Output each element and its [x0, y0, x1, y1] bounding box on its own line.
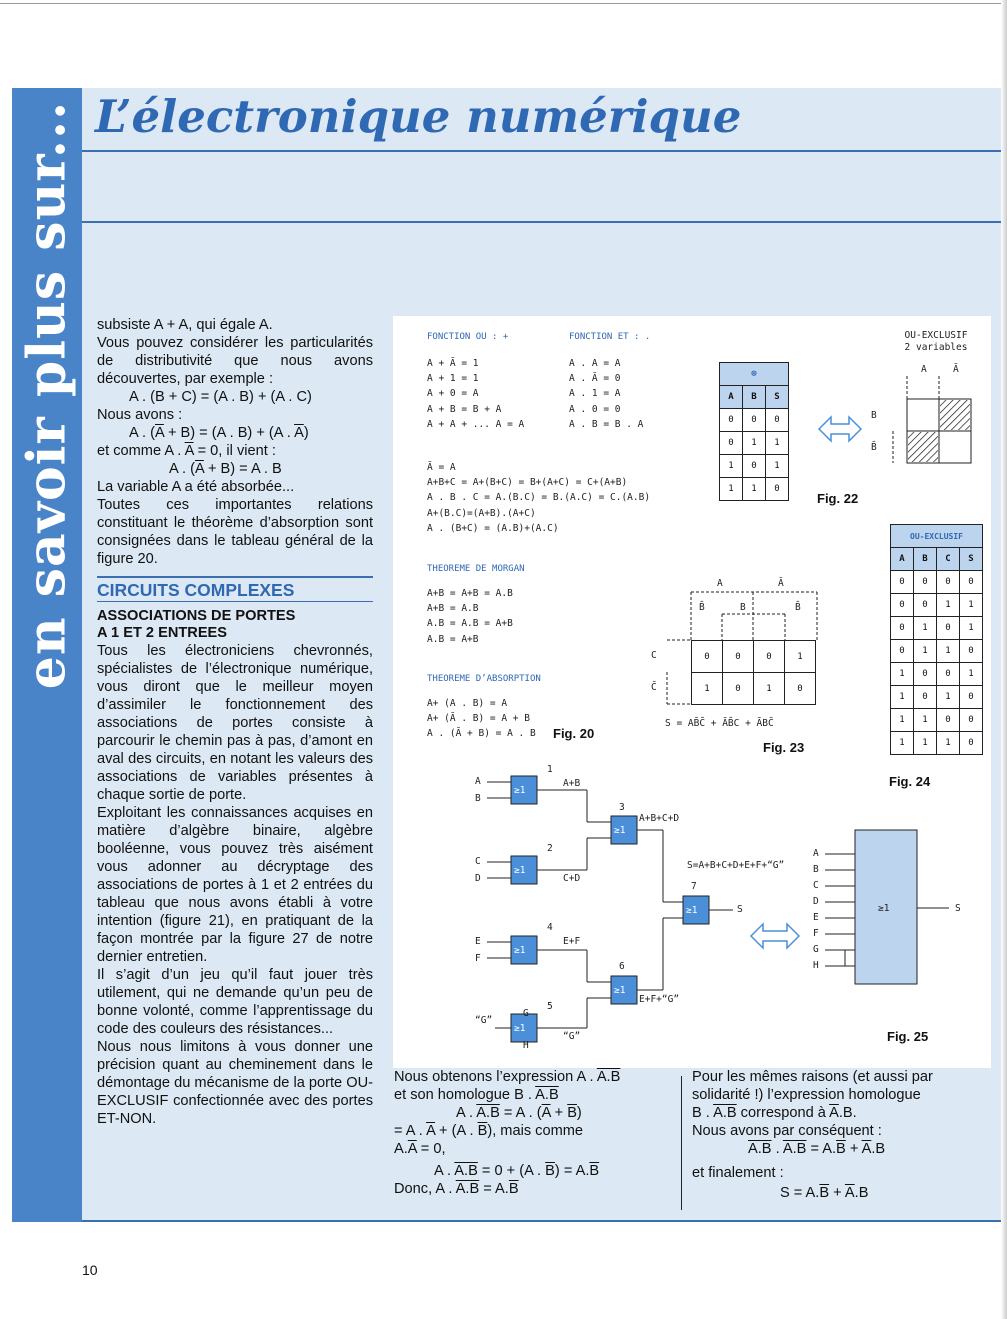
- fig23-guides: [667, 592, 817, 704]
- fig23-row-cbar: C̄: [651, 682, 657, 693]
- double-arrow-icon: [751, 924, 799, 948]
- fig25-in-e: E: [475, 936, 481, 947]
- fig20-absorption-title: THEOREME D’ABSORPTION: [427, 674, 541, 684]
- fig22-row-b: B: [871, 410, 877, 421]
- paragraph: Exploitant les connaissances acquises en matière d’algèbre binaire, algèbre booléenne, vous pouvez très aisément vous adonner au décryptage des associations de portes à 1 et 2 entrées du tableau que nous avons établi à votre intention (figure 21), en pratiquant de la façon montrée par la figure 27 de notre dernier entretien.: [97, 805, 373, 965]
- fig25-out-4: E+F: [563, 936, 581, 947]
- fig25-in-d: D: [475, 873, 481, 884]
- paragraph: Nous avons :: [97, 407, 183, 423]
- page-edge: [1001, 0, 1007, 1319]
- fig20-ou-title: FONCTION OU : +: [427, 332, 509, 342]
- fig25-g-label: G: [523, 1008, 529, 1019]
- fig25-label: Fig. 25: [887, 1029, 929, 1044]
- fig25-gates: [511, 776, 709, 1042]
- paragraph: Tous les électroniciens chevronnés, spécialistes de l’électronique numérique, vous diront que le meilleur moyen d’assimiler le fonctionnement des associations de portes consiste à parcourir le chemin pas à pas, d’amont en aval des circuits, en notant les valeurs des associations de variables présentes à chaque sortie de porte.: [97, 643, 373, 803]
- fig25-out-7: S: [737, 904, 743, 915]
- top-rule: [0, 3, 1007, 4]
- fig24-truth-table: OU-EXCLUSIF A B C S 0 0 0 0 0 0 1 1 0 1 0 1 0 1 1 0 1 0 0 1 1 0 1 0 1 1 0 0 1 1 1 0: [890, 524, 983, 755]
- gate-symbol: ≥1: [514, 1023, 526, 1034]
- gate-symbol: ≥1: [614, 985, 626, 996]
- fig23-col-bbar-1: B̄: [699, 602, 705, 613]
- fig23-col-bbar-2: B̄: [795, 602, 801, 613]
- fig25-out-5: “G”: [563, 1031, 581, 1042]
- fig25-out-1: A+B: [563, 778, 581, 789]
- equation: A . (B + C) = (A . B) + (A . C): [129, 389, 312, 405]
- fig23-col-b: B: [740, 602, 746, 613]
- fig25-in-g: “G”: [475, 1015, 493, 1026]
- fig25-big-in: F: [813, 928, 819, 939]
- fig23-row-c: C: [651, 650, 657, 661]
- figures-panel: [393, 316, 991, 1068]
- fig25-out-2: C+D: [563, 873, 581, 884]
- fig20-misc-lines: Ā = A A+B+C = A+(B+C) = B+(A+C) = C+(A+B) A . B . C = A.(B.C) = B.(A.C) = C.(A.B) A+(B.C)=(A+B).(A+C) A . (B+C) = (A.B)+(A.C): [427, 462, 651, 534]
- side-tab-label: en savoir plus sur...: [16, 100, 78, 690]
- fig23-karnaugh: 0 0 0 1 1 0 1 0: [691, 640, 816, 705]
- fig25-big-in: A: [813, 848, 819, 859]
- fig23-col-a: A: [717, 578, 723, 589]
- fig25-out-3: A+B+C+D: [639, 813, 680, 824]
- page-number: 10: [82, 1262, 98, 1278]
- bottom-column-1: Nous obtenons l’expression A . A.B et son homologue B . A.B A . A.B = A . $(\overline{A} + \overline{B})$ = A . $\overline{A} + (A$ . $\overline{B}$), mais comme $A.\overline{A} = 0$, A . A.B = 0 + (A . $\overline{B}) = A.\overline{B}$ Donc, A . $A.B = A.\overline{B}$: [394, 1069, 621, 1197]
- fig25-sum: S=A+B+C+D+E+F+“G”: [687, 860, 785, 871]
- page-title: L’électronique numérique: [95, 90, 742, 143]
- fig25-big-gate-symbol: ≥1: [878, 903, 890, 914]
- equation: A . $(\overline{A} + B) = (A$ . B) + (A . $\overline{A}$): [129, 425, 309, 441]
- fig20-et-title: FONCTION ET : .: [569, 332, 651, 342]
- fig25-in-b: B: [475, 793, 481, 804]
- fig25-n1: 1: [547, 764, 553, 775]
- fig22-hatch-cell: [940, 400, 970, 430]
- left-column: [97, 316, 373, 1128]
- bottom-rule: [82, 1220, 1004, 1222]
- fig25-n6: 6: [619, 961, 625, 972]
- column-divider: [681, 1076, 682, 1210]
- gate-symbol: ≥1: [514, 785, 526, 796]
- double-arrow-icon: [819, 417, 861, 441]
- fig24-label: Fig. 24: [889, 774, 931, 789]
- paragraph: subsiste A + A, qui égale A.: [97, 317, 273, 333]
- subsection-heading: ASSOCIATIONS DE PORTES A 1 ET 2 ENTREES: [97, 608, 296, 641]
- fig25-big-in: H: [813, 960, 819, 971]
- fig23-col-abar: Ā: [778, 578, 784, 589]
- bottom-column-2: Pour les mêmes raisons (et aussi par solidarité !) l’expression homologue B . A.B correspond à $\overline{A}.B$. Nous avons par conséquent : A.B . $A.B = A.\overline{B} + \overline{A}.B$ et finalement : $S = A.\overline{B} + \overline{A}.B$: [692, 1069, 933, 1201]
- gate-symbol: ≥1: [514, 865, 526, 876]
- fig25-in-a: A: [475, 776, 481, 787]
- figure-drawings: [393, 316, 991, 1068]
- fig25-big-in: D: [813, 896, 819, 907]
- paragraph: Il s’agit d’un jeu qu’il faut jouer très utilement, qui ne demande qu’un peu de bonne volonté, comme l’apprentissage du code des couleurs des résistances...: [97, 967, 373, 1037]
- paragraph: La variable A a été absorbée...: [97, 479, 295, 495]
- fig22-col-abar: Ā: [953, 364, 959, 375]
- fig25-big-in: B: [813, 864, 819, 875]
- fig22-label: Fig. 22: [817, 491, 859, 506]
- paragraph: et comme A . $\overline{A} = 0$, il vient :: [97, 443, 276, 459]
- equation: A . $(\overline{A} + B) = A$ . B: [169, 461, 282, 477]
- fig25-in-c: C: [475, 856, 481, 867]
- fig25-n4: 4: [547, 922, 553, 933]
- fig25-big-in: E: [813, 912, 819, 923]
- fig25-out-6: E+F+“G”: [639, 994, 680, 1005]
- fig20-morgan-title: THEOREME DE MORGAN: [427, 564, 525, 574]
- fig20-ou-lines: A + Ā = 1 A + 1 = 1 A + 0 = A A + B = B + A A + A + ... A = A: [427, 358, 525, 430]
- paragraph: Nous nous limitons à vous donner une précision quant au cheminement dans le démontage du mécanisme de la porte OU-EXCLUSIF confectionnée avec des portes ET-NON.: [97, 1039, 373, 1127]
- fig20-label: Fig. 20: [553, 726, 595, 741]
- fig22-truth-table: ⊕ A B S 0 0 0 0 1 1 1 0 1 1 1 0: [719, 362, 789, 501]
- fig20-et-lines: A . A = A A . Ā = 0 A . 1 = A A . 0 = 0 A . B = B . A: [569, 358, 644, 430]
- gate-symbol: ≥1: [514, 945, 526, 956]
- fig25-n7: 7: [691, 881, 697, 892]
- title-rule: [82, 221, 1004, 223]
- fig25-big-in: C: [813, 880, 819, 891]
- fig22-karnaugh-title: OU-EXCLUSIF 2 variables: [904, 330, 968, 353]
- gate-symbol: ≥1: [686, 905, 698, 916]
- section-heading: CIRCUITS COMPLEXES: [97, 576, 373, 602]
- fig25-big-in: G: [813, 944, 819, 955]
- fig20-morgan-lines: A+B = A+B = A.B A+B = A.B A.B = A.B = A+B A.B = A+B: [427, 588, 513, 645]
- fig25-in-f: F: [475, 953, 481, 964]
- fig23-equation: S = AB̄C̄ + ĀB̄C + ĀBC̄: [665, 718, 774, 729]
- fig25-n5: 5: [547, 1001, 553, 1012]
- fig22-hatch-cell: [908, 432, 938, 462]
- fig25-n3: 3: [619, 802, 625, 813]
- fig23-label: Fig. 23: [763, 740, 805, 755]
- fig22-col-a: A: [921, 364, 927, 375]
- fig25-big-out: S: [955, 903, 961, 914]
- fig20-absorption-lines: A+ (A . B) = A A+ (Ā . B) = A + B A . (Ā + B) = A . B: [427, 698, 536, 740]
- fig22-row-bbar: B̄: [871, 442, 877, 453]
- paragraph: Vous pouvez considérer les particularités de distributivité que nous avons découvertes, par exemple :: [97, 335, 373, 387]
- fig25-n2: 2: [547, 843, 553, 854]
- fig25-in-h: H: [523, 1040, 529, 1051]
- paragraph: Toutes ces importantes relations constituant le théorème d’absorption sont consignées dans le tableau général de la figure 20.: [97, 497, 373, 567]
- gate-symbol: ≥1: [614, 825, 626, 836]
